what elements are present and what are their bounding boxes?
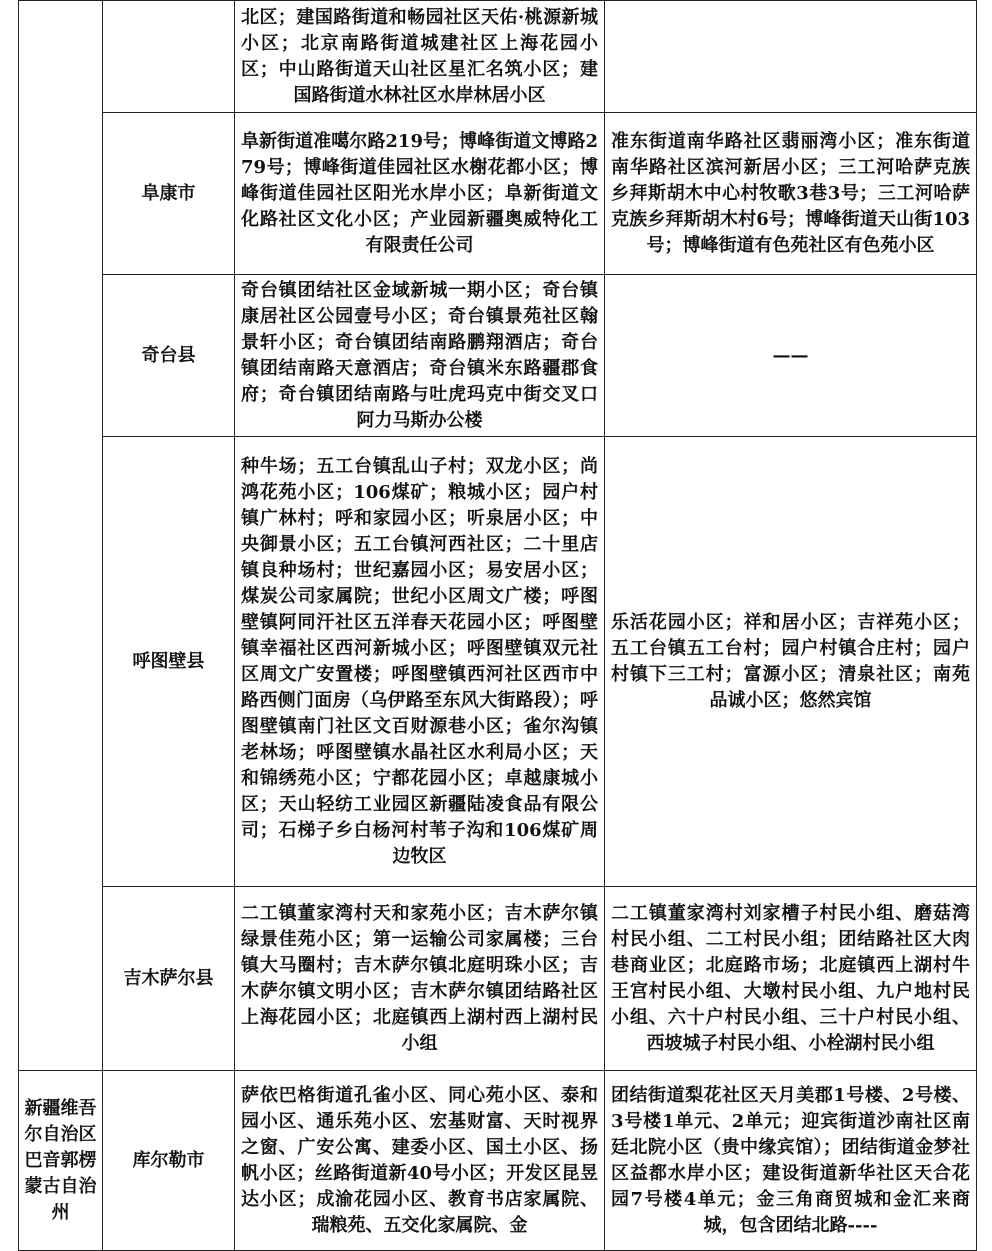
prefecture-cell: 新疆维吾尔自治区巴音郭楞蒙古自治州 [19,1071,103,1251]
medium-risk-area-cell: 准东街道南华路社区翡丽湾小区；准东街道南华路社区滨河新居小区；三工河哈萨克族乡拜斯胡木中心村牧歌3巷3号；三工河哈萨克族乡拜斯胡木村6号；博峰街道天山街103号；博峰街道有色苑社区有色苑小区 [605,113,977,275]
table-row [19,275,977,437]
high-risk-area-cell: 北区；建国路街道和畅园社区天佑·桃源新城小区；北京南路街道城建社区上海花园小区；中山路街道天山社区星汇名筑小区；建国路街道水林社区水岸林居小区 [235,1,605,113]
medium-risk-area-cell: 团结街道梨花社区天月美郡1号楼、2号楼、3号楼1单元、2单元；迎宾街道沙南社区南廷北院小区（贵中缘宾馆）；团结街道金梦社区益都水岸小区；建设街道新华社区天合花园7号楼4单元；金三角商贸城和金汇来商城，包含团结北路---- [605,1071,977,1251]
county-cell [103,1,235,113]
medium-risk-area-cell: 二工镇董家湾村刘家槽子村民小组、磨菇湾村民小组、二工村民小组；团结路社区大肉巷商业区；北庭路市场；北庭镇西上湖村牛王宫村民小组、大墩村民小组、九户地村民小组、六十户村民小组、三十户村民小组、西坡城子村民小组、小栓湖村民小组 [605,887,977,1071]
medium-risk-area-cell: —— [605,275,977,437]
high-risk-area-cell: 奇台镇团结社区金域新城一期小区；奇台镇康居社区公园壹号小区；奇台镇景苑社区翰景轩小区；奇台镇团结南路鹏翔酒店；奇台镇团结南路天意酒店；奇台镇米东路疆郡食府；奇台镇团结南路与吐虎玛克中街交叉口阿力马斯办公楼 [235,275,605,437]
county-cell: 库尔勒市 [103,1071,235,1251]
table-row [19,1071,977,1251]
table-row [19,113,977,275]
table-row [19,887,977,1071]
table-row [19,437,977,887]
high-risk-area-cell: 阜新街道准噶尔路219号；博峰街道文博路279号；博峰街道佳园社区水榭花都小区；博峰街道佳园社区阳光水岸小区；阜新街道文化路社区文化小区；产业园新疆奥威特化工有限责任公司 [235,113,605,275]
medium-risk-area-cell [605,1,977,113]
county-cell: 奇台县 [103,275,235,437]
high-risk-area-cell: 二工镇董家湾村天和家苑小区；吉木萨尔镇绿景佳苑小区；第一运输公司家属楼；三台镇大马圈村；吉木萨尔镇北庭明珠小区；吉木萨尔镇文明小区；吉木萨尔镇团结路社区上海花园小区；北庭镇西上湖村西上湖村民小组 [235,887,605,1071]
county-cell: 呼图壁县 [103,437,235,887]
table-row [19,1,977,113]
high-risk-area-cell: 种牛场；五工台镇乱山子村；双龙小区；尚鸿花苑小区；106煤矿；粮城小区；园户村镇广林村；呼和家园小区；听泉居小区；中央御景小区；五工台镇河西社区；二十里店镇良种场村；世纪嘉园小区；易安居小区；煤炭公司家属院；世纪小区周文广楼；呼图壁镇阿同汗社区五洋春天花园小区；呼图壁镇幸福社区西河新城小区；呼图壁镇双元社区周文广安置楼；呼图壁镇西河社区西市中路西侧门面房（乌伊路至东风大街路段）；呼图壁镇南门社区文百财源巷小区；雀尔沟镇老林场；呼图壁镇水晶社区水利局小区；天和锦绣苑小区；宁都花园小区；卓越康城小区；天山轻纺工业园区新疆陆凌食品有限公司；石梯子乡白杨河村苇子沟和106煤矿周边牧区 [235,437,605,887]
prefecture-cell [19,1,103,1071]
county-cell: 吉木萨尔县 [103,887,235,1071]
county-cell: 阜康市 [103,113,235,275]
high-risk-area-cell: 萨依巴格街道孔雀小区、同心苑小区、泰和园小区、通乐苑小区、宏基财富、天时视界之窗、广安公寓、建委小区、国土小区、扬帆小区；丝路街道新40号小区；开发区昆昱达小区；成渝花园小区、教育书店家属院、瑞粮苑、五交化家属院、金 [235,1071,605,1251]
risk-area-table [18,0,977,1251]
medium-risk-area-cell: 乐活花园小区；祥和居小区；吉祥苑小区；五工台镇五工台村；园户村镇合庄村；园户村镇下三工村；富源小区；清泉社区；南苑品诚小区；悠然宾馆 [605,437,977,887]
